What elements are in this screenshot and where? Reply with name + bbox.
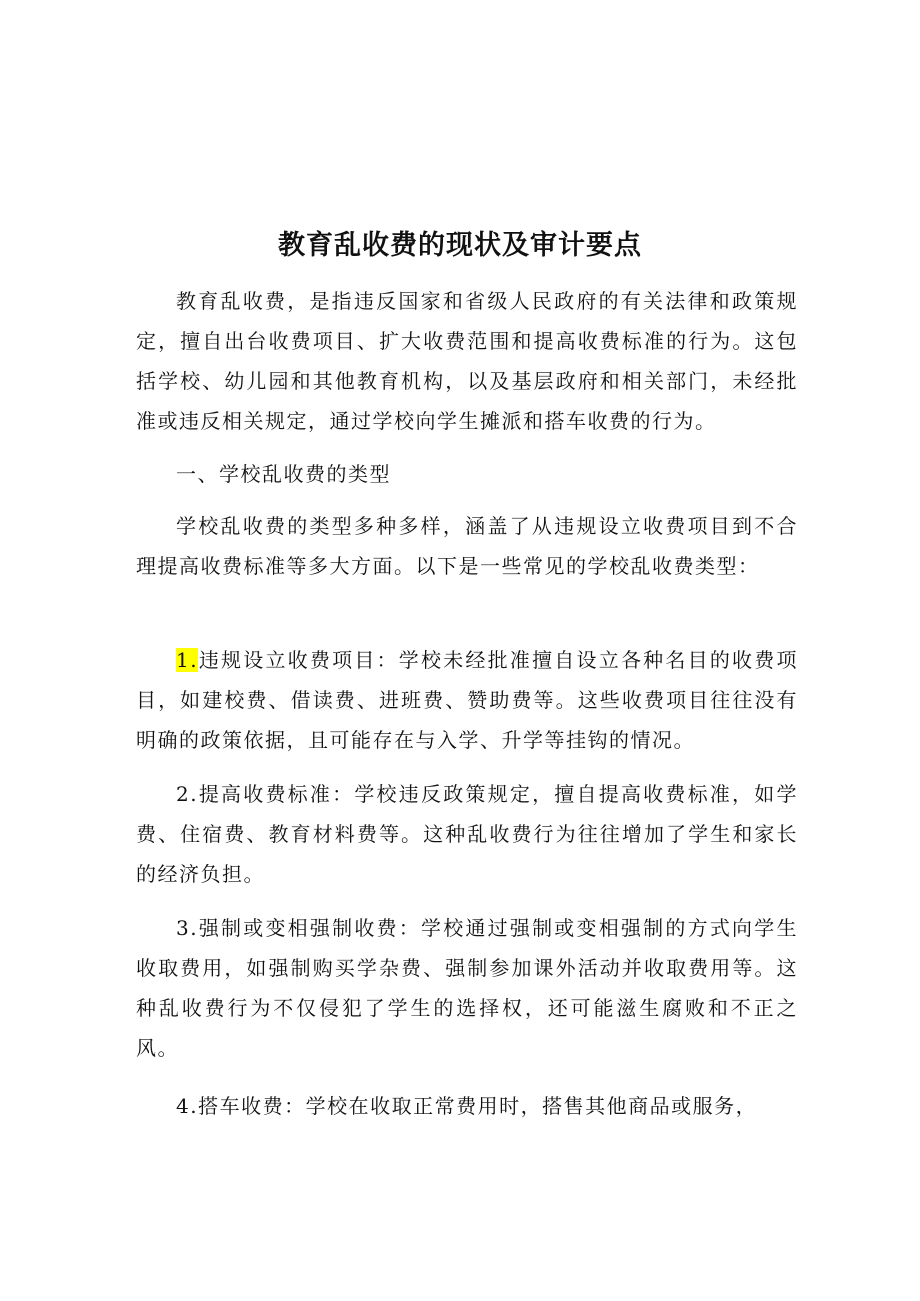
list-item — [136, 774, 798, 894]
section-intro-text: 学校乱收费的类型多种多样，涵盖了从违规设立收费项目到不合理提高收费标准等多大方面。以下是一些常见的学校乱收费类型： — [136, 514, 798, 578]
list-item-text: 强制或变相强制收费：学校通过强制或变相强制的方式向学生收取费用，如强制购买学杂费、强制参加课外活动并收取费用等。这种乱收费行为不仅侵犯了学生的选择权，还可能滋生腐败和不正之风。 — [136, 916, 798, 1060]
list-item-number-highlighted: 1. — [176, 648, 199, 672]
list-item-text: 提高收费标准：学校违反政策规定，擅自提高收费标准，如学费、住宿费、教育材料费等。这种乱收费行为往往增加了学生和家长的经济负担。 — [136, 782, 798, 886]
intro-paragraph — [136, 281, 798, 441]
section-intro-paragraph — [136, 506, 798, 586]
intro-text: 教育乱收费，是指违反国家和省级人民政府的有关法律和政策规定，擅自出台收费项目、扩大收费范围和提高收费标准的行为。这包括学校、幼儿园和其他教育机构，以及基层政府和相关部门，未经批准或违反相关规定，通过学校向学生摊派和搭车收费的行为。 — [136, 289, 798, 433]
document-title: 教育乱收费的现状及审计要点 — [278, 230, 642, 261]
section-heading-block — [136, 454, 798, 494]
list-item-number: 4. — [176, 1094, 199, 1118]
list-item-text: 搭车收费：学校在收取正常费用时，搭售其他商品或服务， — [198, 1094, 758, 1118]
list-item-text: 违规设立收费项目：学校未经批准擅自设立各种名目的收费项目，如建校费、借读费、进班费、赞助费等。这些收费项目往往没有明确的政策依据，且可能存在与入学、升学等挂钩的情况。 — [136, 648, 798, 752]
list-item-number: 3. — [176, 916, 199, 940]
list-item-number: 2. — [176, 782, 199, 806]
section-heading: 一、学校乱收费的类型 — [176, 462, 391, 486]
list-item — [136, 1086, 798, 1126]
list-item — [136, 640, 798, 760]
list-item — [136, 908, 798, 1068]
